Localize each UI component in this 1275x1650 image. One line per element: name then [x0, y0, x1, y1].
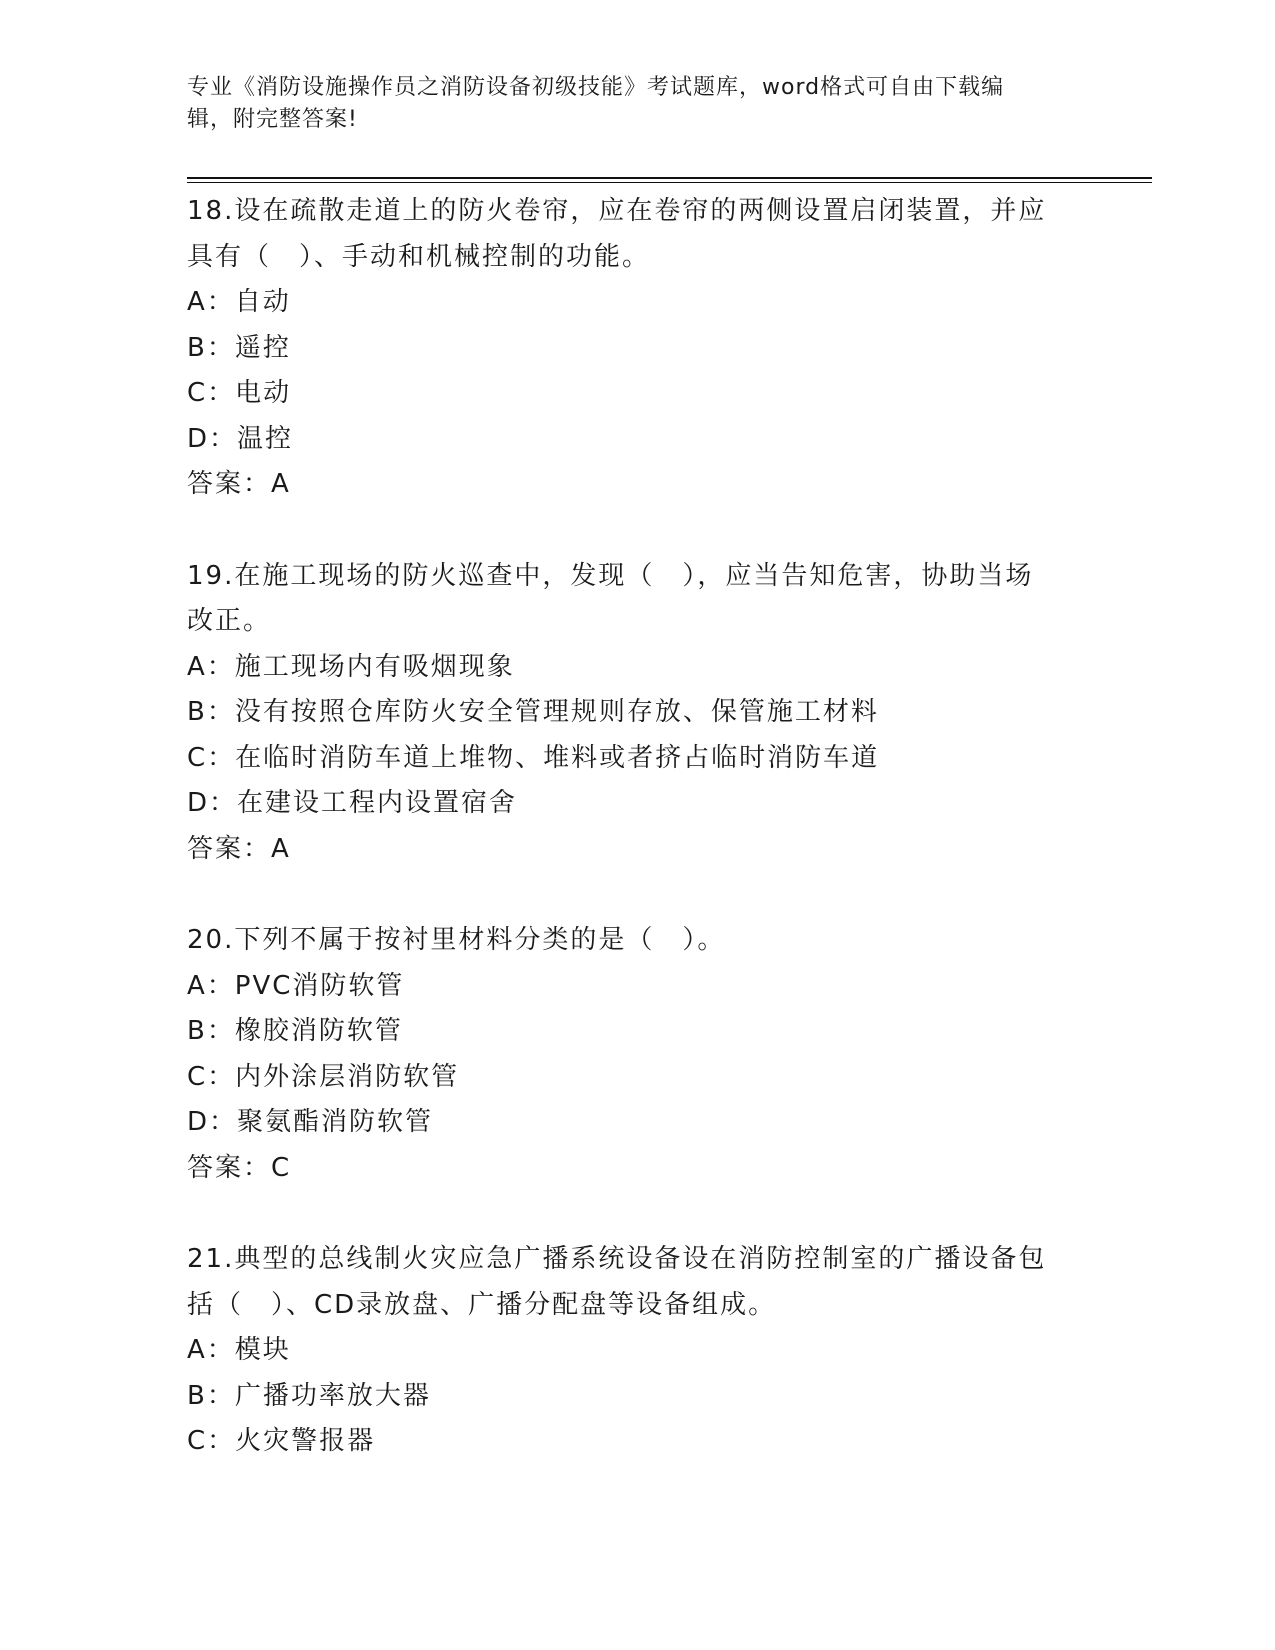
option-b: B：橡胶消防软管	[187, 1016, 403, 1046]
option-c: C：在临时消防车道上堆物、堆料或者挤占临时消防车道	[187, 742, 880, 773]
question-list	[187, 189, 1087, 1511]
question-text: 括（ ）、CD录放盘、广播分配盘等设备组成。	[187, 1289, 777, 1320]
header-divider-thick	[187, 177, 1152, 179]
option-a: A：PVC消防软管	[187, 970, 405, 1001]
option-c: C：火灾警报器	[187, 1426, 376, 1456]
option-d: D：聚氨酯消防软管	[187, 1107, 434, 1137]
question-18	[187, 189, 1087, 508]
header-line-1: 专业《消防设施操作员之消防设备初级技能》考试题库，word格式可自由下载编	[187, 75, 1005, 100]
header-line-2: 辑，附完整答案!	[187, 107, 358, 132]
option-c: C：内外涂层消防软管	[187, 1061, 460, 1092]
option-a: A：施工现场内有吸烟现象	[187, 651, 515, 682]
question-text: 21.典型的总线制火灾应急广播系统设备设在消防控制室的广播设备包	[187, 1244, 1047, 1274]
question-text: 18.设在疏散走道上的防火卷帘，应在卷帘的两侧设置启闭装置，并应	[187, 196, 1047, 226]
answer: 答案：A	[187, 469, 291, 499]
question-text: 20.下列不属于按衬里材料分类的是（ ）。	[187, 925, 726, 955]
option-d: D：温控	[187, 423, 294, 454]
answer: 答案：C	[187, 1152, 292, 1183]
option-b: B：没有按照仓库防火安全管理规则存放、保管施工材料	[187, 697, 879, 727]
option-a: A：自动	[187, 287, 291, 317]
option-a: A：模块	[187, 1335, 291, 1365]
option-c: C：电动	[187, 378, 292, 408]
question-20	[187, 918, 1087, 1191]
document-header	[187, 72, 1067, 136]
question-19	[187, 554, 1087, 873]
option-b: B：广播功率放大器	[187, 1380, 431, 1411]
option-d: D：在建设工程内设置宿舍	[187, 788, 518, 818]
header-divider-thin	[187, 182, 1152, 183]
option-b: B：遥控	[187, 332, 291, 363]
answer: 答案：A	[187, 833, 291, 864]
question-text: 19.在施工现场的防火巡查中，发现（ ），应当告知危害，协助当场	[187, 560, 1034, 591]
question-21	[187, 1237, 1087, 1465]
question-text: 具有（ ）、手动和机械控制的功能。	[187, 241, 651, 272]
question-text: 改正。	[187, 606, 272, 636]
